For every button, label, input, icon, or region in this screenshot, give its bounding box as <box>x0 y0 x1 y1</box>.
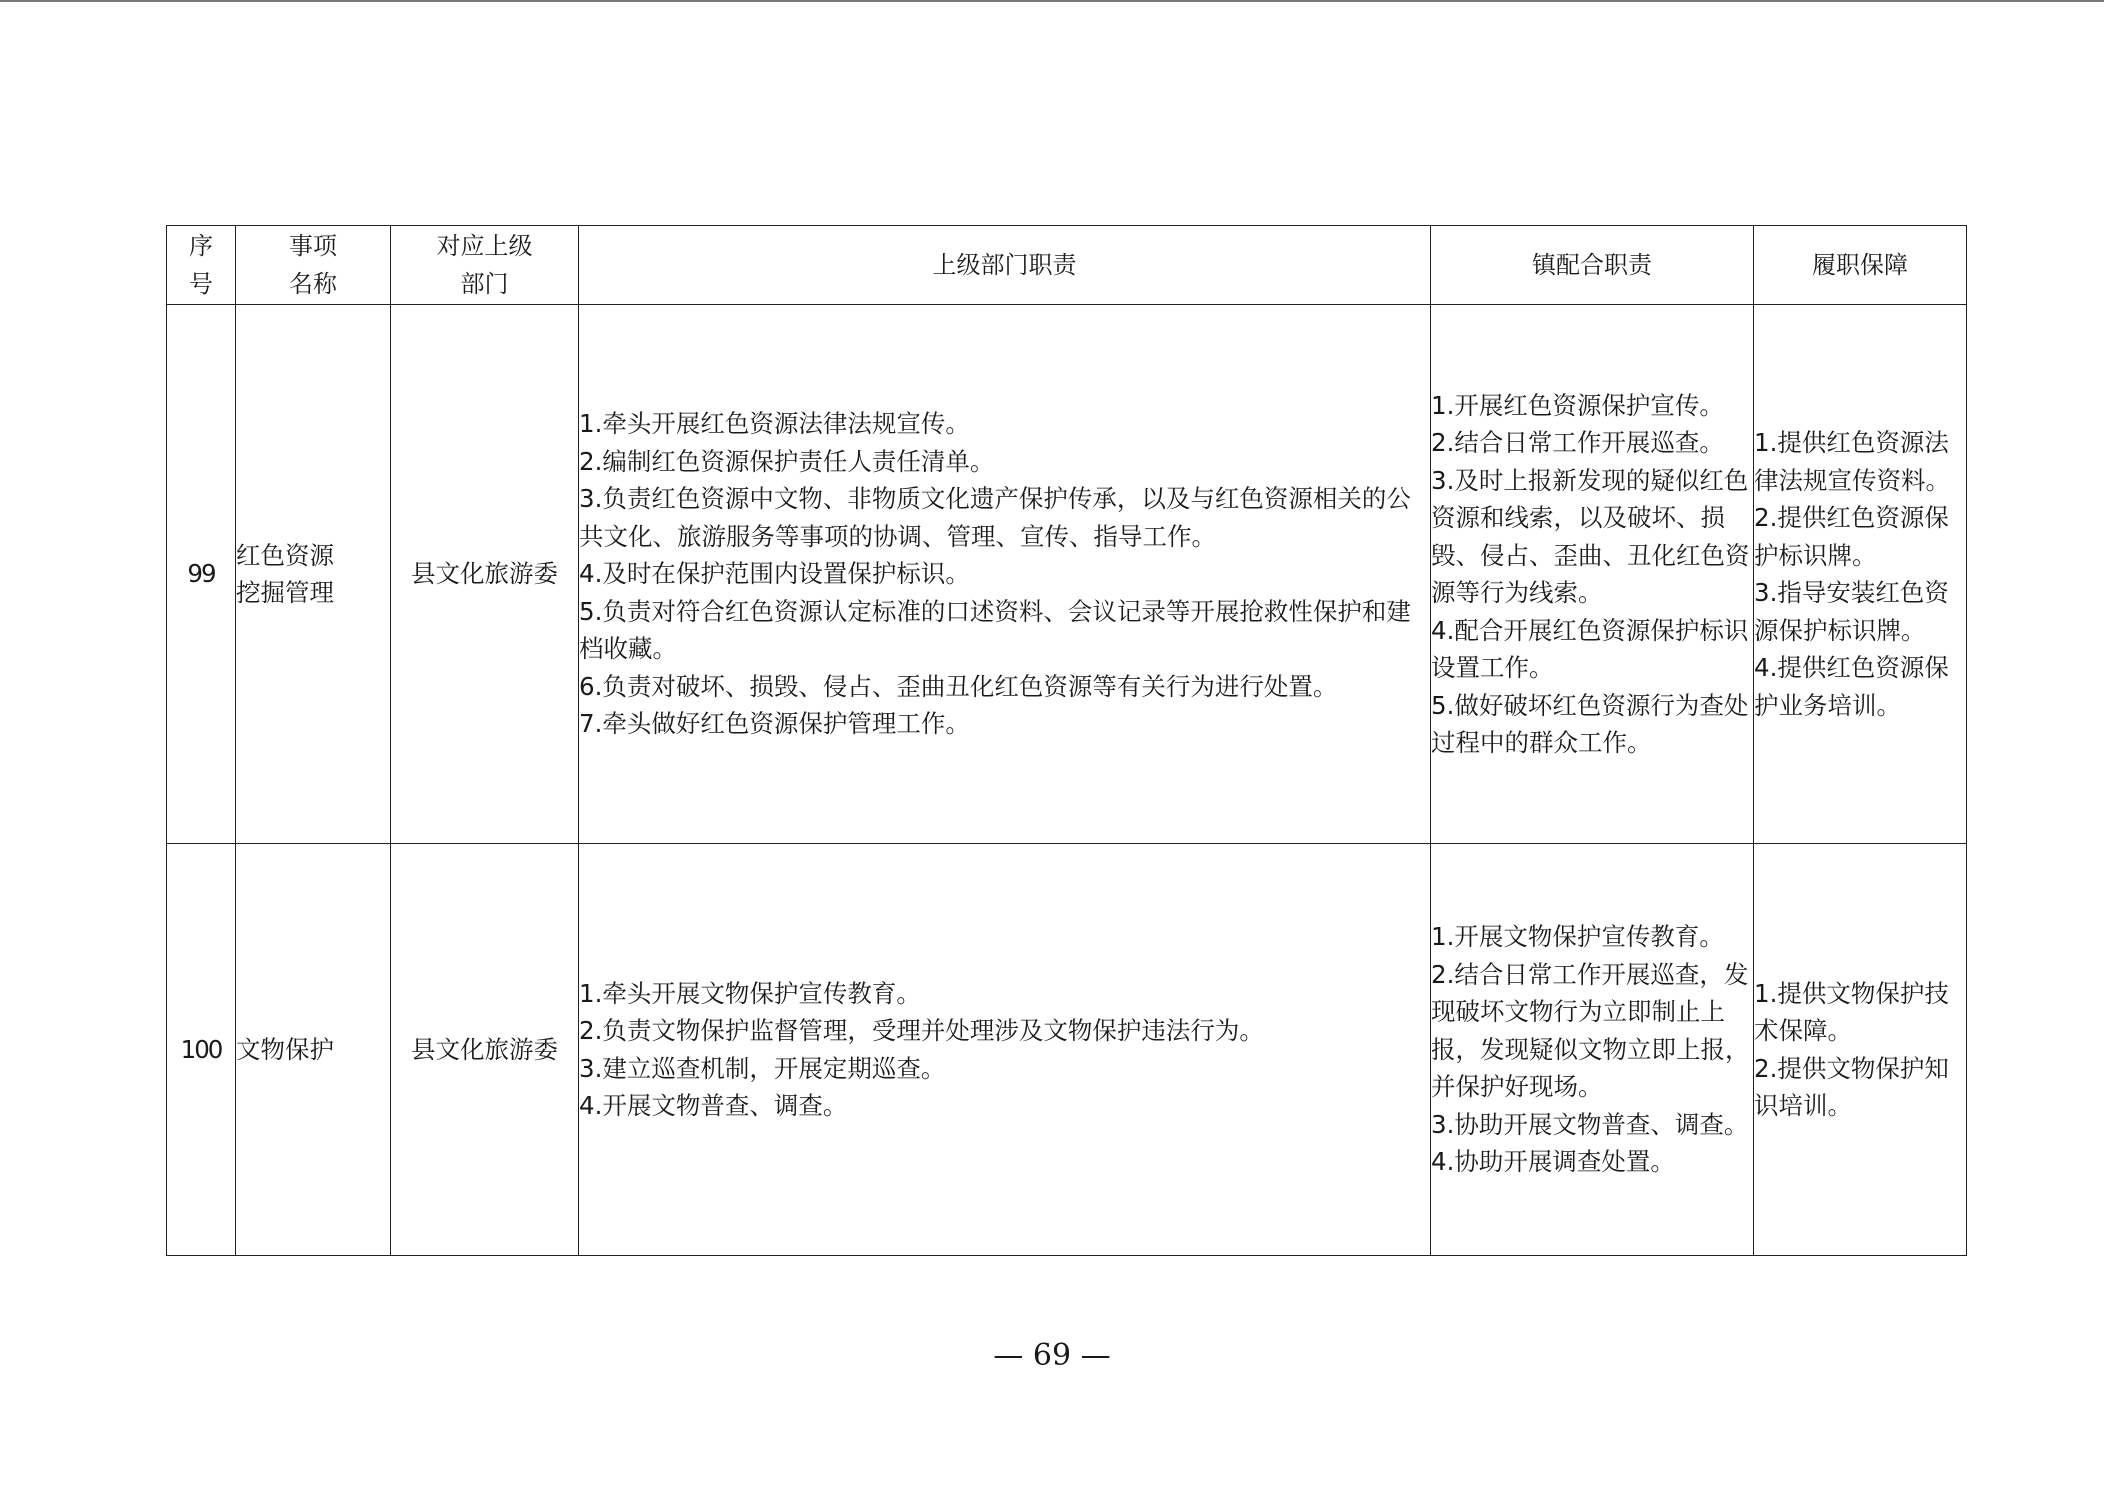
row-guarantees <box>1754 305 1967 844</box>
guarantee-item: 4.提供红色资源保护业务培训。 <box>1754 653 1949 720</box>
guarantee-item: 3.指导安装红色资源保护标识牌。 <box>1754 578 1949 645</box>
table-row <box>167 305 1967 844</box>
row-dept: 县文化旅游委 <box>391 305 579 844</box>
row-town-duties <box>1431 305 1754 844</box>
guarantee-item: 1.提供文物保护技术保障。 <box>1754 978 1949 1045</box>
duty-table <box>166 225 1967 1256</box>
guarantee-item: 2.提供红色资源保护标识牌。 <box>1754 503 1949 570</box>
row-duties <box>579 844 1431 1256</box>
duty-item: 3.建立巡查机制，开展定期巡查。 <box>579 1053 946 1083</box>
row-no: 100 <box>167 844 236 1256</box>
duty-item: 1.牵头开展红色资源法律法规宣传。 <box>579 409 970 439</box>
duty-item: 2.负责文物保护监督管理，受理并处理涉及文物保护违法行为。 <box>579 1016 1264 1045</box>
town-duty-item: 2.结合日常工作开展巡查。 <box>1431 428 1724 457</box>
duty-item: 1.牵头开展文物保护宣传教育。 <box>579 978 921 1008</box>
header-item: 事项名称 <box>236 226 391 305</box>
guarantee-item: 2.提供文物保护知识培训。 <box>1754 1053 1949 1120</box>
header-duty: 上级部门职责 <box>579 226 1431 305</box>
header-guarantee: 履职保障 <box>1754 226 1967 305</box>
duty-item: 5.负责对符合红色资源认定标准的口述资料、会议记录等开展抢救性保护和建档收藏。 <box>579 596 1411 664</box>
town-duty-item: 2.结合日常工作开展巡查，发现破坏文物行为立即制止上报，发现疑似文物立即上报，并保护好现场。 <box>1431 959 1750 1102</box>
duty-item: 4.开展文物普查、调查。 <box>579 1091 848 1120</box>
row-no: 99 <box>167 305 236 844</box>
town-duty-item: 4.协助开展调查处置。 <box>1431 1147 1675 1177</box>
town-duty-item: 5.做好破坏红色资源行为查处过程中的群众工作。 <box>1431 690 1749 757</box>
table-row <box>167 844 1967 1256</box>
row-item: 文物保护 <box>236 844 391 1256</box>
row-dept: 县文化旅游委 <box>391 844 579 1256</box>
town-duty-item: 3.及时上报新发现的疑似红色资源和线索，以及破坏、损毁、侵占、歪曲、丑化红色资源等行为线索。 <box>1431 465 1750 607</box>
guarantee-item: 1.提供红色资源法律法规宣传资料。 <box>1754 428 1950 495</box>
header-town: 镇配合职责 <box>1431 226 1754 305</box>
row-guarantees <box>1754 844 1967 1256</box>
row-item: 红色资源挖掘管理 <box>236 305 391 844</box>
town-duty-item: 1.开展红色资源保护宣传。 <box>1431 390 1724 420</box>
table-header-row <box>167 226 1967 305</box>
header-dept: 对应上级部门 <box>391 226 579 305</box>
town-duty-item: 1.开展文物保护宣传教育。 <box>1431 922 1724 952</box>
row-duties <box>579 305 1431 844</box>
town-duty-item: 3.协助开展文物普查、调查。 <box>1431 1109 1749 1139</box>
row-town-duties <box>1431 844 1754 1256</box>
duty-item: 3.负责红色资源中文物、非物质文化遗产保护传承，以及与红色资源相关的公共文化、旅游服务等事项的协调、管理、宣传、指导工作。 <box>579 484 1411 551</box>
duty-item: 6.负责对破坏、损毁、侵占、歪曲丑化红色资源等有关行为进行处置。 <box>579 671 1338 701</box>
duty-item: 4.及时在保护范围内设置保护标识。 <box>579 559 970 589</box>
duty-item: 7.牵头做好红色资源保护管理工作。 <box>579 709 970 739</box>
town-duty-item: 4.配合开展红色资源保护标识设置工作。 <box>1431 615 1749 682</box>
header-no: 序号 <box>167 226 236 305</box>
page-top-border <box>0 0 2104 2</box>
duty-item: 2.编制红色资源保护责任人责任清单。 <box>579 446 995 476</box>
page-number: — 69 — <box>993 1338 1111 1373</box>
